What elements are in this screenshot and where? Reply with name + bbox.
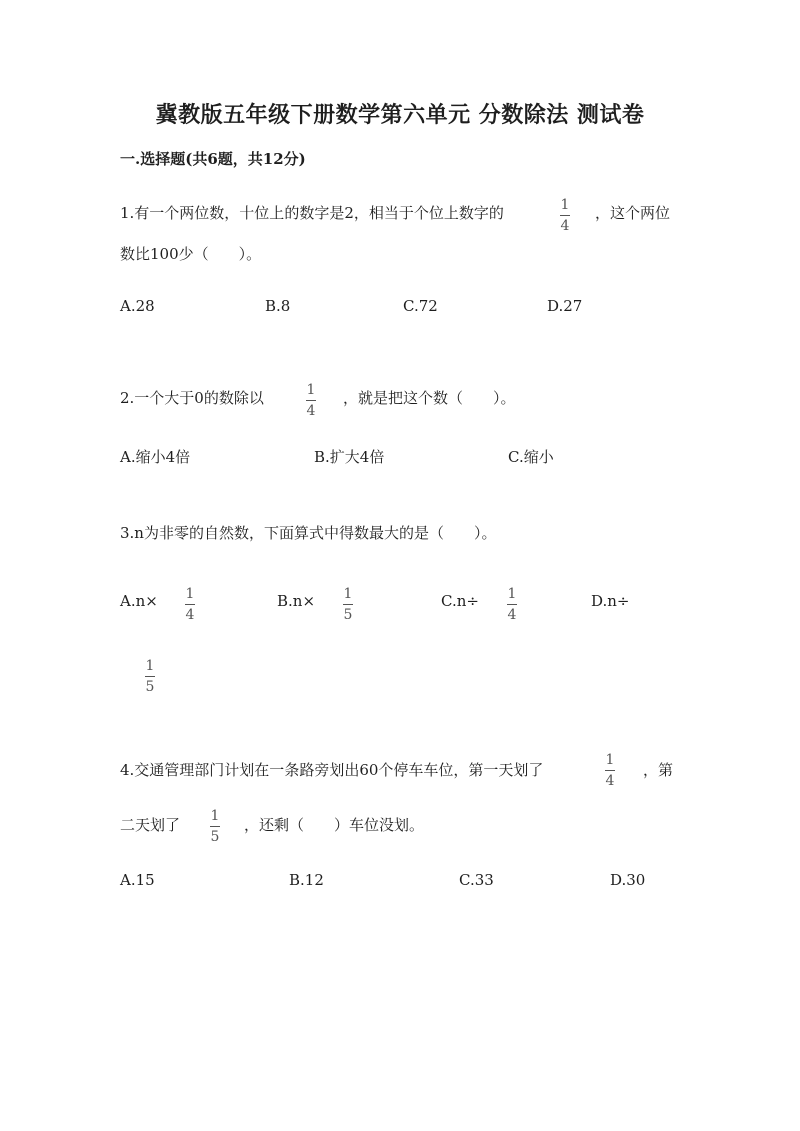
q1-fraction-numerator: 1 <box>560 197 570 213</box>
fraction-numerator: 1 <box>210 808 220 824</box>
q3-text: 3.n为非零的自然数，下面算式中得数最大的是（ ）。 <box>120 524 497 542</box>
fraction-denominator: 5 <box>343 607 353 623</box>
q3-option-c-label[interactable]: C.n÷ <box>441 592 479 610</box>
q3-option-b-label[interactable]: B.n× <box>277 592 316 610</box>
fraction-numerator: 1 <box>507 586 517 602</box>
fraction-bar <box>605 770 615 771</box>
section-heading: 一.选择题(共6题，共12分) <box>120 150 306 168</box>
q4-option-a[interactable]: A.15 <box>120 871 155 889</box>
fraction-bar <box>343 604 353 605</box>
q2-option-c[interactable]: C.缩小 <box>508 448 554 466</box>
q2-text-before: 2.一个大于0的数除以 <box>120 389 264 407</box>
q4-text-before: 4.交通管理部门计划在一条路旁划出60个停车车位，第一天划了 <box>120 761 544 779</box>
q4-option-d[interactable]: D.30 <box>610 871 646 889</box>
q3-option-d-fraction <box>145 658 155 695</box>
q4-option-c[interactable]: C.33 <box>459 871 494 889</box>
fraction-bar <box>210 826 220 827</box>
q2-option-a[interactable]: A.缩小4倍 <box>120 448 191 466</box>
q1-text-before: 1.有一个两位数，十位上的数字是2，相当于个位上数字的 <box>120 204 504 222</box>
q2-text-after: ，就是把这个数（ ）。 <box>343 389 516 407</box>
q2-fraction-denominator: 4 <box>306 403 316 419</box>
q4-text-after: ，第 <box>643 761 674 779</box>
q1-option-b[interactable]: B.8 <box>265 297 291 315</box>
q1-line2: 数比100少（ ）。 <box>120 245 262 263</box>
q1-text-after: ，这个两位 <box>595 204 671 222</box>
fraction-denominator: 4 <box>507 607 517 623</box>
q1-option-d[interactable]: D.27 <box>547 297 583 315</box>
fraction-bar <box>560 215 570 216</box>
q3-option-c-fraction <box>507 586 517 623</box>
q3-option-a-fraction <box>185 586 195 623</box>
q1-option-c[interactable]: C.72 <box>403 297 438 315</box>
q1-fraction <box>560 197 570 234</box>
fraction-denominator: 4 <box>185 607 195 623</box>
fraction-denominator: 4 <box>605 773 615 789</box>
fraction-numerator: 1 <box>185 586 195 602</box>
q4-line2-before: 二天划了 <box>120 816 181 834</box>
q2-fraction <box>306 382 316 419</box>
fraction-denominator: 5 <box>210 829 220 845</box>
q3-option-a-label[interactable]: A.n× <box>120 592 158 610</box>
fraction-bar <box>185 604 195 605</box>
page-title: 冀教版五年级下册数学第六单元 分数除法 测试卷 <box>155 102 645 128</box>
q3-option-d-label[interactable]: D.n÷ <box>591 592 630 610</box>
q4-line2-after: ，还剩（ ）车位没划。 <box>244 816 425 834</box>
q3-option-b-fraction <box>343 586 353 623</box>
fraction-bar <box>306 400 316 401</box>
fraction-numerator: 1 <box>343 586 353 602</box>
q1-option-a[interactable]: A.28 <box>120 297 155 315</box>
fraction-bar <box>145 676 155 677</box>
fraction-bar <box>507 604 517 605</box>
q2-fraction-numerator: 1 <box>306 382 316 398</box>
fraction-numerator: 1 <box>145 658 155 674</box>
q2-option-b[interactable]: B.扩大4倍 <box>314 448 385 466</box>
q4-fraction-1 <box>605 752 615 789</box>
q4-fraction-2 <box>210 808 220 845</box>
q4-option-b[interactable]: B.12 <box>289 871 324 889</box>
fraction-numerator: 1 <box>605 752 615 768</box>
q1-fraction-denominator: 4 <box>560 218 570 234</box>
fraction-denominator: 5 <box>145 679 155 695</box>
